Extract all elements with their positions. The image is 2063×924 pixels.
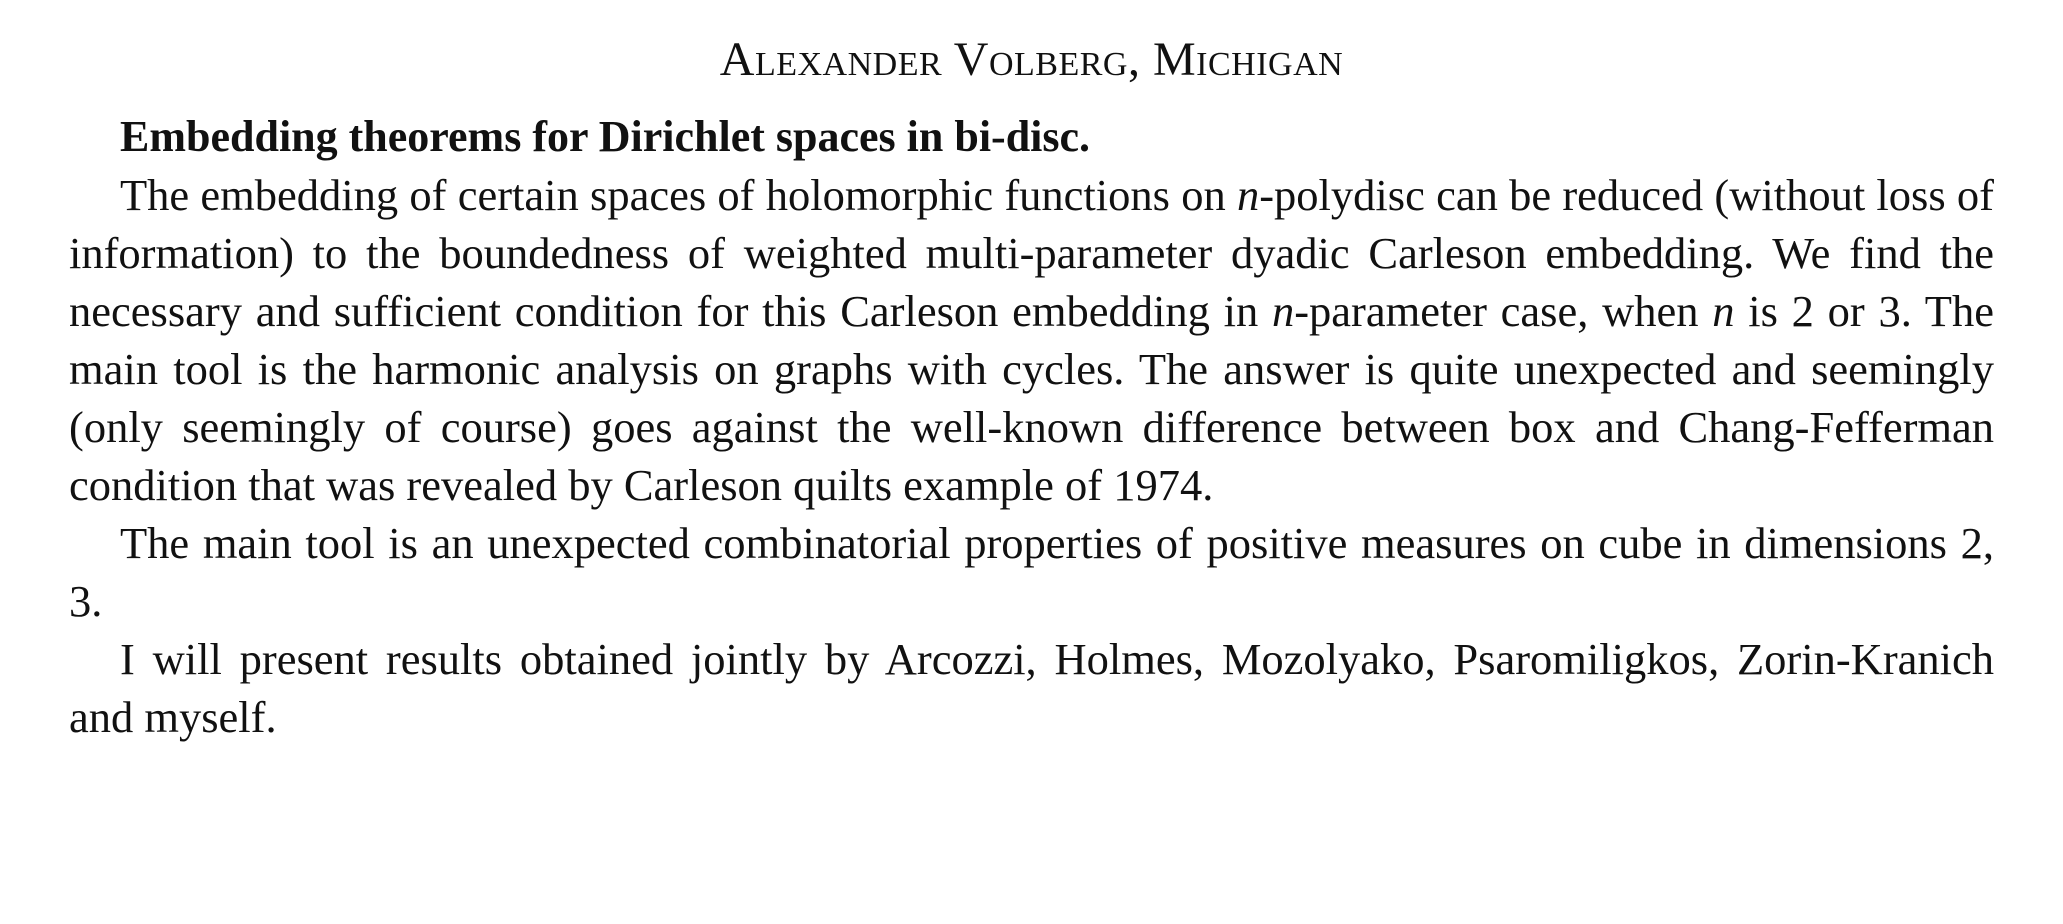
author-line: Alexander Volberg, Michigan xyxy=(719,33,1344,86)
talk-title: Embedding theorems for Dirichlet spaces in bi-disc. xyxy=(120,112,1091,161)
paragraph-text: -polydisc can be reduced (without loss of information) to the boundedness of weighted multi-parameter dyadic Carleson embedding. We find the necessary and sufficient condition for this Carleson embedding in xyxy=(69,170,1994,336)
math-variable-n: n xyxy=(1236,170,1260,220)
paragraph-text: is 2 or 3. The main tool is the harmonic analysis on graphs with cycles. The answer is quite unexpected and seemingly (only seemingly of course) goes against the well-known difference between box and Chang-Fefferman condition that was revealed by Carleson quilts example of 1974. xyxy=(69,286,1994,510)
abstract-paragraph-2: The main tool is an unexpected combinatorial properties of positive measures on cube in dimensions 2, 3. xyxy=(69,518,1994,626)
math-variable-n: n xyxy=(1712,286,1735,336)
paragraph-text: -parameter case, when xyxy=(1294,286,1713,336)
math-variable-n: n xyxy=(1271,286,1295,336)
abstract-page xyxy=(69,28,1994,746)
abstract-paragraph-3: I will present results obtained jointly by Arcozzi, Holmes, Mozolyako, Psaromiligkos, Zorin-Kranich and myself. xyxy=(69,634,1994,742)
paragraph-text: The embedding of certain spaces of holomorphic functions on xyxy=(120,170,1237,220)
abstract-paragraph-1 xyxy=(69,166,1994,514)
